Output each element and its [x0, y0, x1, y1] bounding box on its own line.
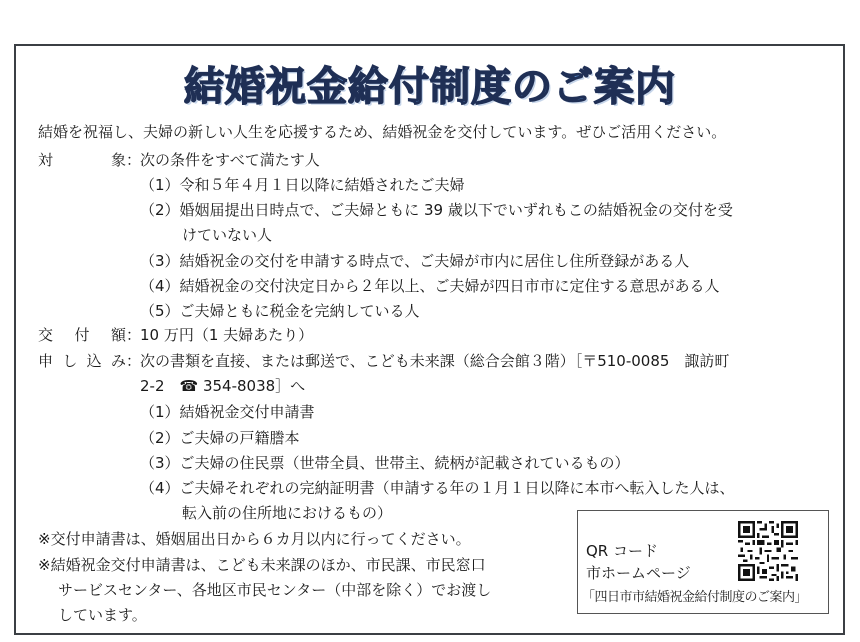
condition-1: （1）令和５年４月１日以降に結婚されたご夫婦: [140, 176, 465, 194]
note-2: ※結婚祝金交付申請書は、こども未来課のほか、市民課、市民窓口: [38, 556, 486, 574]
qr-homepage-label: 市ホームページ: [586, 564, 691, 582]
amount-label: 交 付 額: [38, 326, 126, 344]
qr-label: QR コード: [586, 542, 658, 560]
condition-3: （3）結婚祝金の交付を申請する時点で、ご夫婦が市内に居住し住所登録がある人: [140, 252, 690, 270]
amount-text: 10 万円（1 夫婦あたり）: [140, 326, 314, 344]
target-text: 次の条件をすべて満たす人: [140, 151, 320, 169]
qr-caption: 「四日市市結婚祝金給付制度のご案内」: [582, 590, 808, 605]
document-2: （2）ご夫婦の戸籍謄本: [140, 429, 300, 447]
document-4: （4）ご夫婦それぞれの完納証明書（申請する年の１月１日以降に本市へ転入した人は、: [140, 479, 735, 497]
qr-code-icon[interactable]: [738, 521, 798, 581]
document-4-cont: 転入前の住所地におけるもの）: [182, 504, 393, 522]
apply-text-1: 次の書類を直接、または郵送で、こども未来課（総合会館３階）［〒510-0085 諏訪町: [140, 352, 730, 370]
apply-colon: ：: [126, 352, 142, 370]
note-1: ※交付申請書は、婚姻届出日から６カ月以内に行ってください。: [38, 530, 471, 548]
document-3: （3）ご夫婦の住民票（世帯全員、世帯主、続柄が記載されているもの）: [140, 454, 630, 472]
note-2-cont: サービスセンター、各地区市民センター（中部を除く）でお渡し: [58, 581, 492, 599]
document-1: （1）結婚祝金交付申請書: [140, 403, 315, 421]
page-title: 結婚祝金給付制度のご案内: [184, 64, 676, 110]
qr-box: [577, 510, 829, 614]
condition-2: （2）婚姻届提出日時点で、ご夫婦ともに 39 歳以下でいずれもこの結婚祝金の交付を受: [140, 201, 733, 219]
intro-text: 結婚を祝福し、夫婦の新しい人生を応援するため、結婚祝金を交付しています。ぜひご活用ください。: [38, 123, 727, 141]
apply-label: 申 し 込 み: [38, 352, 126, 370]
note-2-end: しています。: [58, 606, 147, 624]
condition-4: （4）結婚祝金の交付決定日から２年以上、ご夫婦が四日市市に定住する意思がある人: [140, 277, 720, 295]
apply-text-2: 2-2 ☎ 354-8038］へ: [140, 377, 306, 395]
condition-2-cont: けていない人: [182, 226, 273, 244]
amount-colon: ：: [126, 326, 142, 344]
target-label: 対 象: [38, 151, 126, 169]
target-colon: ：: [126, 151, 142, 169]
condition-5: （5）ご夫婦ともに税金を完納している人: [140, 302, 420, 320]
